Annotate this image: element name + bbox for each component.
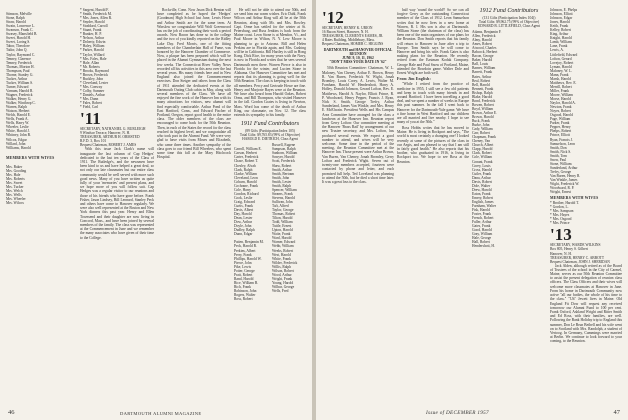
page-footer: DARTMOUTH ALUMNI MAGAZINE [120,411,202,416]
right-page [316,0,628,420]
page-number: 46 [8,409,15,416]
left-col-3 [157,8,231,402]
fund-summary: (131 Gifts (Participation Index 104)) Total Gifts: $9,962.75 (99% of Objective) EDWARD B. LITTLEFIELD, Class Agent [478,16,540,28]
paragraph: With this issue Jack Clark's name will inaugurate the last column of Cap Hedges' dedicated to the last ten years of the Class of 1911. The Rutledge's, and the newsmen have been kind to us and have helped a great deal, so not only our late classmates but our entire class community would be well served with more such good news. Many of you have written us quite fully of your 'memories' and present plans, and we hope more of you will follow suit. Cap Hedges was a regular visitor to our reunions and those of his friends who have gone before. Frank Fisher, Jason Lindsey, Bill Leonard, Stanley Peck and others have come to Hanover regularly. We were also well represented at the Boston and New York dinners this past year. Henry and Ellen Townsend and their daughter are now living in Concord, Mass., and have been joined by several members of the family. The class was represented at the Commencement in June and we remember the many associates who have given of their time to the College. [80,147,154,240]
class-year-heading: '12 [322,8,344,27]
section-label: MEMBERS WITH WIVES [6,155,55,160]
left-page [0,0,312,420]
section-label: MEMBERS WITH WIVES [550,196,599,201]
reunion-headline: DARTMOUTH and HANOVER OFFICIAL REUNION JUNE 9, 10, 11, 1962 "DON'T MISS YOUR DATE IN '62" [323,48,393,65]
right-col-4 [550,8,622,402]
column-text [322,66,394,184]
fund-summary: (89 Gifts (Participation Index 105) Total Gifts: $9,765.83 (99% of Objective) HAROLD E. DIETRICH, Class Agent [239,129,301,142]
fund-contributors-title: 1912 Fund Contributors [479,8,539,14]
right-col-2 [397,8,469,402]
right-col-1 [322,8,394,402]
paragraph: Jack Alden, although retired as of the Board of Trustees of the school in the City of Carmel, Maine, serves as our 50th Reunion Committee to assist the present delegation of reunion class officers. The Class Officers and their wives will welcome more classmates at Hanover in June. From his home in Dartmouth Community now active "all our bodies, the whole of his time to the class." "Uh" Jewett lives in Maine. Old England Fit Dow will request any received tomorrow our Alumni Fund to 100 per cent. Frank Oxford, Ashland Wright and Ritter Smith and Ed Ross, with their families, are well. Following the Bank Holiday trip to England this summer, Don Le Brun Bethell and his wife went on to Scotland with Mrs. Randolph, a student of Vertoog. In Germany, Cummings were married at Berlin. We continue to look forward to your coming, to the Reunion. [550,263,622,344]
name-list: Johnson, E. Phelps Johnson, Elliott Johnson, Edgar Jones, Harold Keith, Frank Kelley, Robert King, Arthur Knight, Harold Lamb, William Lane, Frank Lewis, A. Littlefield, Edward Lofton, Gerard Lovejoy, Robert Lyman, Harold Maloney, W. L. Mann, Frank Marsh, Harold Matthews, Rev. E. Merrill, Robert Miller, Frank Moore, William Morse, Harold Naylor, Harold A. Newton, Frank Noyes, Robert Osgood, Harold Page, William Parker, Frank Pepper, Henry Phelps, Robert Prince, Elliott Ryan, Francis J. Samuelson, Leon Smith, Don Smith, Nick S. Smith, Tom Snow, Paul Stone, William Sunderland, Arthur Trefry, George Van Buren, Henry R. Van Winkle, James Wight, Frederick W. Woodward, R. P. Wright, Ernest [550,8,581,195]
class-officers: SECRETARY, WARDE WILKINS Box 805, Henry S. Gilbert Hanover, N. H. TREASURER, HENRY C. ABBOTT Bequest Chairman, JOHN J. SHERIDAN [550,243,610,264]
left-col-4 [234,8,306,402]
name-list: * Sargent, Harold F. * Smith, Frederick M. * Mrs. Jones, Allen R. * Snyder, Harold * Stoddard, Carroll * Stuart, Frank * Bunker, H. P. * Nelson, Arthur * Doherty, Edwin * Haley, William * Parker, Harold * Taylor, Willard * Mrs. Fales, Hale * Hale, Allan * Mr. Roberts * Brooks, Raymond * Brown, Frederick * Buckley, John * Cleveland, Lester * Mrs. Conway * Colby, Sumner * Daniels, Arthur * Mrs. Dunn * Fales, Robert * Field, Carl [80,8,113,110]
column-text [550,264,622,344]
name-list: Carroll, William E. Carson, Herbert Carter, Frederick Chase, Robert T. Chesley, Alvah Clark, Ralph Clarke, William Cleveland, Leon Coburn, Harold Cochrane, Frank Cole, Harry Condon, Richard Cook, Leslie Craig, Edward Curtis, Frank Davis, Albert Day, Harold Dean, Lester Dow, Arthur Doyle, John Dudley, Ralph Dunn, Edgar [234,147,262,237]
name-list: Patten, Benjamin M. Peck, Harold B. Perkins, Albert Perry, Frank Phillips, Harold W. Pierce, John Pike, Lewis Potter, George Pratt, Robert Rand, Harold Rice, William B. Rich, Frank Robinson, John Rogers, Walter Ross, Robert Russell, Eugene Sampson, Ralph Sanborn, William Sawyer, Harold Scott, Frederick Shaw, Robert Smith, Arthur Smith, Bertram Smith, John Smith, Lester Smith, Ralph Spencer, William Stearns, Frank Stevens, Harold Sullivan, John Taft, Alfred Taylor, George Thomas, Robert Tilton, Harold Todd, William Tuttle, Ernest Upton, Harold Waite, Frank Ward, Harold Warner, Edward Webb, William Weeks, Robert West, Harold White, Frank Wilder, Frederick Willis, Ralph Wilson, Robert Wood, Arthur Wright, Frank Young, Harold Wilbur, George Wells, Fred [234,143,298,302]
column-text [397,8,469,164]
class-officers: SECRETARY, NATHANIEL G. BURLEIGH 9 Windsor Terrace, Hanover, N. H. TREASURER, ARTHUR H. ORMSTED R.F.D. 3, Box 101 Bequest Chairman, ROBERT J. AMES [80,127,146,148]
sub-heading: From Jim English: [397,77,431,82]
name-list: * Brother, Harold T. * Gordon, L. * Mrs. Sampson * Mrs. Hayes * Mrs. Osgood * Mrs. Prince [550,201,579,226]
paragraph: 50th Reunion Committee: Chairman, W. L. Maloney, Van Cheney, Arthur E. Brown, Henry R. Van Buren, Frederick W. Wight, Jonah Bromley, Louis Corey, A. Lewis, Walter M. Farnham, Harold W. Hendershott, Harry A. Holley, Donald Johnson, Gerard Lofton, Rev. E. Matthews, Harold A. Naylor, Elliott Prince, R. P. Woodward, Henry Pepper, Francis J. Ryan, Nick S. Smith, George Trefry, Arthur Sunderland, James Van Winkle, and Mrs. Henry E. McElwain. President Wells and His Campus Area Committee have arranged for the class a luncheon at the Hanover Inn. Reunion report from Gerry Lofton: Our committee meeting at the Hanover 'Brass Rail' by arrangement of our new Trustee secretary, and Mrs. Lofton, has produced several events. We expect a good number to attend, and wives will be very welcome. Some time in the period of the meeting, the Reunion Committee met at the Hanover Inn. Those present were Arthur Brown, Van Buren, Van Cheney, Jonah Bromley, Gerry Lofton and Frederick Wight. Seven out of twenty-one members accepted, fourteen were contacted by phone and letter, and each promised full help. Ted Loveland was planning to attend the 50th, but he died a short time later. It was a great loss to the class. [322,66,394,184]
name-list: Stimson, Melville Stone, Ralph Straw, Harold Swain, Lawrence L. Swanson, Frank C. Swasey, Mansfield B. Sweet, Harold H. Sweet, Loring S. Tabor, Theodore Tailor, John Q. Taylor, Raymond C. Tenney, Clarence Tenney, Frederick Thomas, Morton H. Thompson, Paul Thorne, Stanley G. Tucker, Arthur Tucker, William S. Turner, Edward Varnum, Harold R. Wagner, Frederick Walker, Henry G. Walker, Winthrop C. Warren, Ralph Watson, Herbert Welch, Harold E. Wells, Frank A. Wells, Harry W. Wheeler, Leslie White, Harold J. Whitney, John B. Wilcox, Edgar Willard, John Williams, Harold [6,12,38,150]
paragraph: Rockville, Conn. Now Jason Dick Benton will have completed as he hoped the 'Hedges' (Goodman) High School last June, Lewis Howe and Arthur Smith are for the same term. At Winslow we congratulate Will Wolf Greenwood has on the job of coordinating their work a period awards. Now Bacon has done so in the college and the two of you kindly reported on the Ridley Lake Day. Fred Morris, one of the fitting members of the Chamberlain Hall of Fame, was honored by the Hanover Chamber of Commerce. Now, a plaque has been prepared which will be placed in the Alumni Gymnasium during the next few weeks. The Connecticut River Valley News recorded all his activities in this area over the last several years. His many friends here and in New England also joined the Commencement exercises. Don Steiger and others from the Class of 1911 attended the dedicated events at the Dartmouth Outing Club cabin in May, along with several members of the Class. We have all enjoyed the fine work of the Hanover Inn with its many attractions for visitors, new alumni will find especially comfortable. Arthur Pond of the East Hartford, Conn., and Edward Fischer of Portland, Oregon, report good health to the entire class. The older members of the class are encouraged to come back for the 50th Reunion. Then, in each of the States the record for the class reached its highest level, and we congratulate all who took part in the Alumni Fund. We were very glad to have visits from Moses and Elizabeth, who came three times. Another sympathy of the class goes to our friend Bill Wheelers, who spent some time this fall at the Mary Hitchcock Hospital. [157,8,231,160]
column-text [80,147,154,239]
name-list: Mrs. Baker Mrs. Gooding Mrs. Hale Mrs. Roberts Mrs. Sweet Mrs. Tucker Mrs. Welch Mrs. Wells Mrs. Wheeler Mrs. Wilcox [6,164,27,206]
right-col-3 [472,8,546,402]
fund-contributors-title: 1911 Fund Contributors [240,121,300,128]
left-col-1 [6,8,78,402]
column-text [234,8,306,117]
paragraph: He will not be able to attend our 50th, and we send him our warm wishes. Eric Dahl, Frank Wilcox and Arthur King will all be at the 50th Reunion, along with Mr. and Mrs. Rowley. Capt. Orme has settled for the winter at St. Petersburg, and Russ Jenkins is back from the Maine coast. Leon Stone is at Mendon, Vt., and Paul Moore in Wilton, N. Y. Lew Moore is planning to go to Arizona. Bill and Helen Perkins are in Florida again, and Mrs. Cushing will be in California. Bill Hartley is still in Hong Kong. Dick Rice, for many years with the Navy, is now in Florida and writes that he sees several Dartmouth men there. Warren Pierce is also in Florida for the winter, and Lucien Stone in Alabama. Our Hanover Committee has met and reports that its planning is going well for the 50th Reunion. The class is keeping in touch with all members. Percy and Gertrude Howe are fine. Henry and Marjorie Bayes were at the Reunion. We have also heard from Harold Oakes, Robert Orms, and Bill Thompson, who visited Hanover in the fall. Gordon Coates is living in Newton, Mass. Word has come of the death of Arthur King, our classmate, on Nov. 12. The class extends its sympathy to his family. [234,8,306,118]
class-year-heading: '13 [550,225,572,245]
fund-name-list [234,143,306,301]
fund-name-list: Adams, Benjamin F. Allen, Frederick Almy, Harold Ames, Robert Atwood, Charles Babcock, Herbert Bacon, George Baker, Harold Ball, Louis Barnes, William Barrett, Frank Bates, Arthur Beal, Robert Bell, Harold Bennett, Frank Bishop, Ralph Blake, Harold Bond, Frederick Bowen, Robert Boyd, William Brown, Arthur E. Brown, Harold Buck, Frank Burke, John Cady, William Carr, Robert Chapman, Frank Cheney, Van Church, Albert Clapp, Harold Clark, Robert Cole, William Conant, Frank Corey, Louis Cross, Harold Cutler, Frank Dana, Arthur Davis, Robert Dole, Walter Drew, Harold Eaton, Frank Emery, Robert English, James Farnham, Walter Fisk, Harold Foster, Frank French, Robert Fuller, Arthur Gates, Frank Good, Harold Gray, William Hale, George Hall, Robert Hendershott, H. [472,30,502,249]
page-number: 47 [613,409,620,416]
page-footer: Issue of DECEMBER 1957 [426,410,489,416]
paragraph: half way 'round the world!! So we can all forgive Gerry as the outstanding Connecticut member of the Class of 1912. Leon Samuelson writes that he now lives in a new home at Warren, R. I. His son is also at Dartmouth. William Stone (the chairman of the class) has been one of the main organizers of our plans for the Reunion. Don Smith reports that his family will return to Hanover in June after a trip to Europe. Tom Smith says he will come to Hanover and bring his wife. Frank Gates is also making plans for the Reunion. He recently retired from the Eastman Kodak Company. George Hale and Paul Snow of Portland, Maine, attended the Bowdoin game. Walter Dole and Ernest Wright are both well. [397,8,469,76]
paragraph: Ross Hobbs writes that he has moved to Maine. He is living in Rockport and says, "The world is most certainly a changing one! I looked recently at some of the pictures of the class in our Aegis, and am pleased to say that I am still in fairly good health." He also reports that his brother, who graduated in 1916, is living in Rockport too. We hope to see Ross at the Reunion. [397,125,469,164]
column-text [157,8,231,159]
paragraph: "While I retired from the practice of medicine in 1955, I still see a few old patients and keep in touch with many friends in and around Hartford. I have been travelling a good deal, and we spent a number of weeks in Europe this past summer. In the fall I went back to Hanover for the Dartmouth-Yale game. We have a fine home in West Hartford and our children are all married and live nearby. I hope to see many of you at the 50th." [397,82,469,125]
class-year-heading: '11 [80,109,101,129]
class-officers: SECRETARY, HENRY K. URION 16 Bacon Street, Hanover, N. H. TREASURER, CLEMENTS EAMES, JR. 4 Bates Building, Middlebury, Mass. Bequest Chairman, HOMER C. HIGGINS [322,26,384,47]
left-col-2 [80,8,154,402]
